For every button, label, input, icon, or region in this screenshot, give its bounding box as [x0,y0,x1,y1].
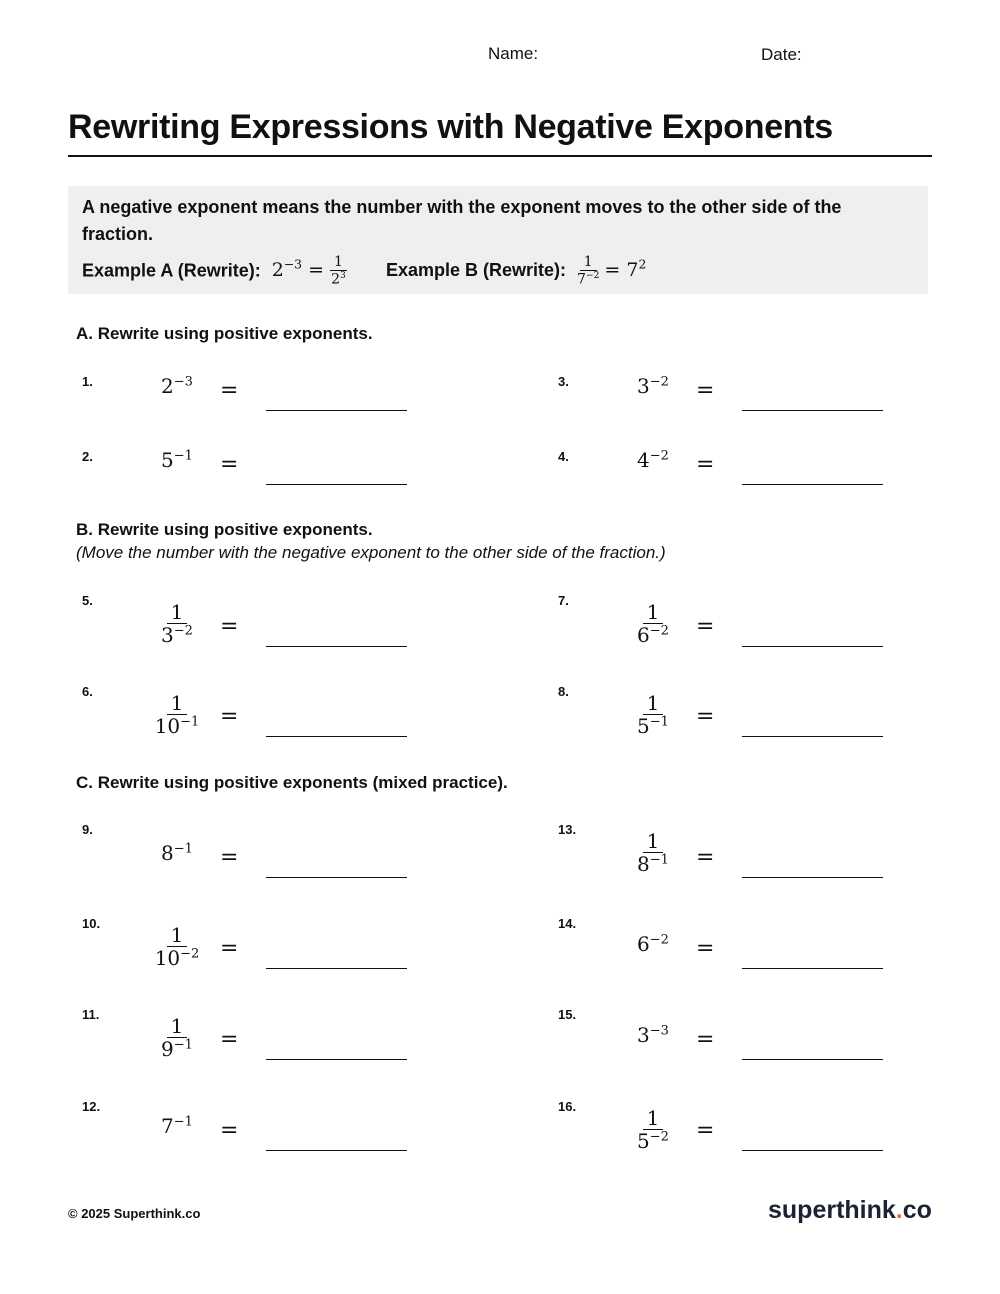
problem-7 [558,593,978,673]
section-c-heading: C. Rewrite using positive exponents (mixed practice). [76,773,508,792]
problem-14 [558,916,978,996]
info-text: A negative exponent means the number with the exponent moves to the other side of the fraction. [82,197,842,244]
answer-blank[interactable] [742,877,883,878]
example-a-expression: $2^{-3}$ = [271,258,331,282]
equals-sign: = [696,1118,715,1143]
problem-number: 15. [558,1007,577,1022]
problem-2 [82,449,502,529]
problem-number: 9. [82,822,93,837]
answer-blank[interactable] [266,1059,407,1060]
example-a-label: Example A (Rewrite): [82,260,261,281]
equals-sign: = [696,1027,715,1052]
section-b-heading: B. Rewrite using positive exponents. [76,520,373,539]
problem-number: 4. [558,449,569,464]
superthink-logo: superthink.co [768,1196,932,1224]
problem-number: 16. [558,1099,577,1114]
answer-blank[interactable] [742,736,883,737]
problem-9 [82,822,502,902]
problem-expression: $\frac{1}{6^{-2}}$ [637,600,669,647]
problem-expression: $\frac{1}{10^{-1}}$ [154,691,200,738]
problem-expression: $5^{-1}$ [161,448,193,472]
problem-number: 13. [558,822,577,837]
equals-sign: = [696,378,715,403]
title-divider [68,155,932,157]
section-b-note: (Move the number with the negative exponent to the other side of the fraction.) [76,543,666,562]
problem-5 [82,593,502,673]
problem-number: 1. [82,374,93,389]
answer-blank[interactable] [266,646,407,647]
problem-1 [82,374,502,454]
problem-number: 6. [82,684,93,699]
equals-sign: = [220,1027,239,1052]
problem-number: 12. [82,1099,101,1114]
problem-15 [558,1007,978,1087]
problem-number: 2. [82,449,93,464]
equals-sign: = [220,378,239,403]
problem-number: 8. [558,684,569,699]
problem-11 [82,1007,502,1087]
answer-blank[interactable] [266,968,407,969]
answer-blank[interactable] [742,646,883,647]
problem-number: 11. [82,1007,100,1022]
section-a-heading: A. Rewrite using positive exponents. [76,324,373,343]
equals-sign: = [696,452,715,477]
date-label: Date: [761,45,802,64]
problem-expression: $\frac{1}{3^{-2}}$ [161,600,193,647]
info-box [68,186,928,294]
equals-sign: = [220,704,239,729]
example-b-result: = $7^2$ [604,258,647,282]
problem-12 [82,1099,502,1179]
equals-sign: = [696,936,715,961]
answer-blank[interactable] [742,968,883,969]
answer-blank[interactable] [742,1059,883,1060]
answer-blank[interactable] [266,736,407,737]
problem-8 [558,684,978,764]
problem-expression: $\frac{1}{8^{-1}}$ [637,829,669,876]
equals-sign: = [696,614,715,639]
copyright: © 2025 Superthink.co [68,1206,201,1221]
problem-expression: $8^{-1}$ [161,841,193,865]
equals-sign: = [220,845,239,870]
answer-blank[interactable] [742,410,883,411]
problem-expression: $3^{-3}$ [637,1023,669,1047]
page-title: Rewriting Expressions with Negative Exponents [68,108,833,146]
problem-expression: $2^{-3}$ [161,374,193,398]
answer-blank[interactable] [266,877,407,878]
example-b-fraction: $\frac{1}{7^{-2}}$ [577,254,600,289]
answer-blank[interactable] [266,1150,407,1151]
problem-6 [82,684,502,764]
equals-sign: = [220,1118,239,1143]
problem-3 [558,374,978,454]
problem-expression: $\frac{1}{10^{-2}}$ [154,923,200,970]
problem-4 [558,449,978,529]
problem-expression: $3^{-2}$ [637,374,669,398]
problem-13 [558,822,978,902]
equals-sign: = [220,452,239,477]
answer-blank[interactable] [266,410,407,411]
equals-sign: = [220,614,239,639]
problem-number: 7. [558,593,569,608]
answer-blank[interactable] [742,484,883,485]
problem-expression: $\frac{1}{5^{-2}}$ [637,1106,669,1153]
problem-10 [82,916,502,996]
problem-expression: $4^{-2}$ [637,448,669,472]
examples-row [82,252,902,288]
problem-expression: $\frac{1}{5^{-1}}$ [637,691,669,738]
problem-16 [558,1099,978,1179]
problem-expression: $\frac{1}{9^{-1}}$ [161,1014,193,1061]
answer-blank[interactable] [742,1150,883,1151]
problem-number: 3. [558,374,569,389]
example-b-label: Example B (Rewrite): [385,260,567,281]
problem-number: 10. [82,916,101,931]
problem-expression: $6^{-2}$ [637,932,669,956]
answer-blank[interactable] [266,484,407,485]
problem-expression: $7^{-1}$ [161,1114,193,1138]
problem-number: 5. [82,593,93,608]
name-label: Name: [488,44,539,63]
problem-number: 14. [558,916,577,931]
example-a-fraction: $\frac{1}{2^3}$ [331,254,346,289]
equals-sign: = [696,845,715,870]
equals-sign: = [696,704,715,729]
equals-sign: = [220,936,239,961]
